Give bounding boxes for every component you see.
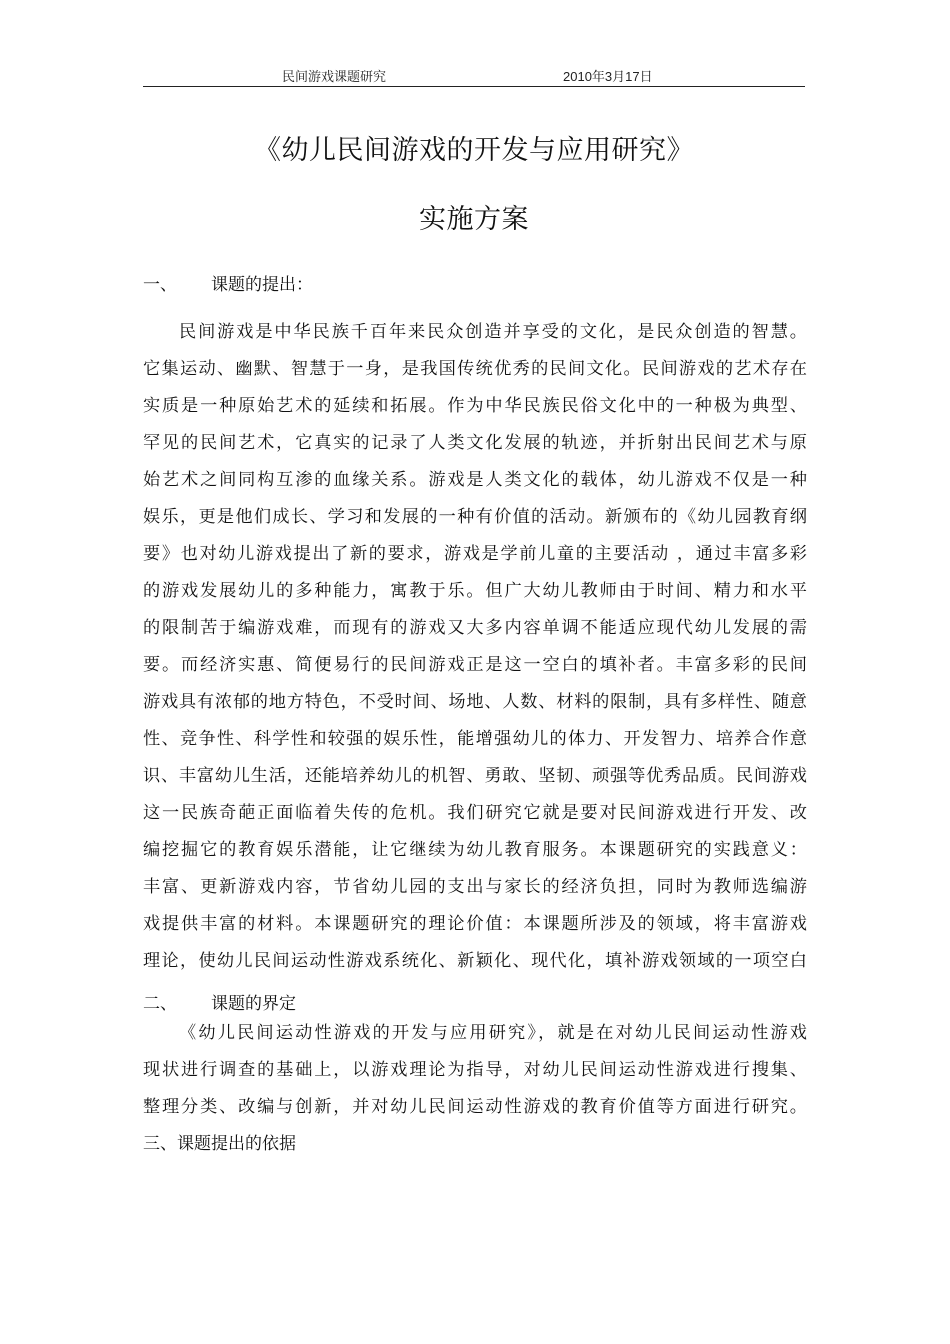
paragraph-line: 游戏具有浓郁的地方特色，不受时间、场地、人数、材料的限制，具有多样性、随意 bbox=[143, 692, 807, 712]
paragraph-line: 戏提供丰富的材料。本课题研究的理论价值：本课题所涉及的领域，将丰富游戏 bbox=[143, 914, 807, 934]
section-1-paragraph bbox=[143, 314, 807, 980]
section-heading-1 bbox=[143, 270, 313, 295]
paragraph-line: 识、丰富幼儿生活，还能培养幼儿的机智、勇敢、坚韧、顽强等优秀品质。民间游戏 bbox=[143, 766, 807, 786]
section-title: 课题的界定 bbox=[211, 994, 296, 1014]
paragraph-line: 的游戏发展幼儿的多种能力，寓教于乐。但广大幼儿教师由于时间、精力和水平 bbox=[143, 581, 807, 601]
paragraph-line: 《幼儿民间运动性游戏的开发与应用研究》，就是在对幼儿民间运动性游戏 bbox=[179, 1023, 807, 1043]
paragraph-line: 的限制苦于编游戏难，而现有的游戏又大多内容单调不能适应现代幼儿发展的需 bbox=[143, 618, 807, 638]
paragraph-line: 要》也对幼儿游戏提出了新的要求，游戏是学前儿童的主要活动 ，通过丰富多彩 bbox=[143, 544, 807, 564]
header-title: 民间游戏课题研究 bbox=[282, 69, 387, 84]
paragraph-line: 现状进行调查的基础上，以游戏理论为指导，对幼儿民间运动性游戏进行搜集、 bbox=[143, 1060, 807, 1080]
section-2-paragraph bbox=[143, 1015, 807, 1126]
section-title: 课题的提出： bbox=[211, 275, 313, 295]
section-number: 一、 bbox=[143, 275, 177, 295]
paragraph-line: 民间游戏是中华民族千百年来民众创造并享受的文化，是民众创造的智慧。 bbox=[179, 322, 807, 342]
paragraph-line: 这一民族奇葩正面临着失传的危机。我们研究它就是要对民间游戏进行开发、改 bbox=[143, 803, 807, 823]
paragraph-line: 实质是一种原始艺术的延续和拓展。作为中华民族民俗文化中的一种极为典型、 bbox=[143, 396, 807, 416]
section-heading-2 bbox=[143, 989, 296, 1014]
paragraph-line: 始艺术之间同构互渗的血缘关系。游戏是人类文化的载体，幼儿游戏不仅是一种 bbox=[143, 470, 807, 490]
section-heading-3 bbox=[143, 1129, 296, 1154]
paragraph-line: 理论，使幼儿民间运动性游戏系统化、新颖化、现代化，填补游戏领域的一项空白 bbox=[143, 951, 807, 971]
paragraph-line: 丰富、更新游戏内容，节省幼儿园的支出与家长的经济负担，同时为教师选编游 bbox=[143, 877, 807, 897]
page-header bbox=[143, 64, 805, 87]
paragraph-line: 性、竞争性、科学性和较强的娱乐性，能增强幼儿的体力、开发智力、培养合作意 bbox=[143, 729, 807, 749]
document-subtitle: 实施方案 bbox=[419, 204, 529, 235]
header-date: 2010年3月17日 bbox=[563, 69, 653, 84]
document-title: 《幼儿民间游戏的开发与应用研究》 bbox=[254, 135, 694, 166]
paragraph-line: 整理分类、改编与创新，并对幼儿民间运动性游戏的教育价值等方面进行研究。 bbox=[143, 1097, 807, 1117]
paragraph-line: 它集运动、幽默、智慧于一身，是我国传统优秀的民间文化。民间游戏的艺术存在 bbox=[143, 359, 807, 379]
paragraph-line: 编挖掘它的教育娱乐潜能，让它继续为幼儿教育服务。本课题研究的实践意义： bbox=[143, 840, 807, 860]
paragraph-line: 娱乐，更是他们成长、学习和发展的一种有价值的活动。新颁布的《幼儿园教育纲 bbox=[143, 507, 807, 527]
paragraph-line: 罕见的民间艺术，它真实的记录了人类文化发展的轨迹，并折射出民间艺术与原 bbox=[143, 433, 807, 453]
section-number: 三、 bbox=[143, 1134, 177, 1154]
section-title: 课题提出的依据 bbox=[177, 1134, 296, 1154]
section-number: 二、 bbox=[143, 994, 177, 1014]
paragraph-line: 要。而经济实惠、简便易行的民间游戏正是这一空白的填补者。丰富多彩的民间 bbox=[143, 655, 807, 675]
